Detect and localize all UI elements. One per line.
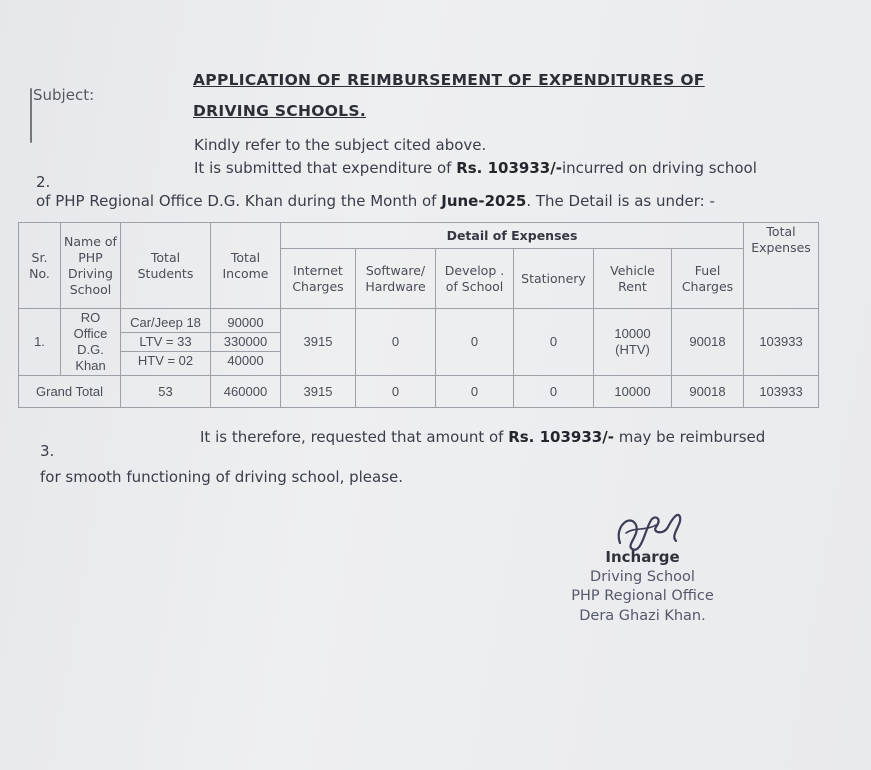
grand-total-income: 460000 [211, 376, 281, 408]
para3-text-b: may be reimbursed [613, 428, 766, 446]
signatory-line-3: Dera Ghazi Khan. [579, 607, 706, 624]
students-car-jeep: Car/Jeep 18 [121, 314, 210, 333]
income-car-jeep: 90000 [211, 314, 280, 333]
row-fuel: 90018 [672, 309, 744, 376]
subject-label: Subject: [33, 86, 95, 104]
grand-total-vehicle-rent: 10000 [594, 376, 672, 408]
header-total-income: Total Income [211, 223, 281, 309]
para2-amount: Rs. 103933/- [456, 159, 562, 177]
intro-text: Kindly refer to the subject cited above. [194, 136, 487, 154]
expenses-table [18, 222, 819, 408]
header-stationery: Stationery [514, 249, 594, 309]
para2-line2-b: . The Detail is as under: - [526, 192, 715, 210]
table-row [19, 309, 819, 376]
grand-total-label: Grand Total [19, 376, 121, 408]
row-internet: 3915 [281, 309, 356, 376]
grand-total-internet: 3915 [281, 376, 356, 408]
signatory-line-2: PHP Regional Office [571, 588, 714, 604]
para3-amount: Rs. 103933/- [508, 428, 614, 446]
income-ltv: 330000 [211, 333, 280, 352]
subject-line-2: DRIVING SCHOOLS. [193, 102, 367, 120]
para2-month: June-2025 [441, 192, 527, 210]
header-total-students: Total Students [121, 223, 211, 309]
header-fuel: Fuel Charges [672, 249, 744, 309]
row-sr: 1. [19, 309, 61, 376]
grand-total-develop: 0 [436, 376, 514, 408]
signatory-line-1: Driving School [590, 568, 695, 585]
subject-line-1: APPLICATION OF REIMBURSEMENT OF EXPENDITURES OF [193, 71, 705, 89]
para2-text-a: It is submitted that expenditure of [194, 159, 457, 177]
row-name: RO Office D.G. Khan [61, 309, 121, 376]
para2-line1 [194, 159, 757, 177]
header-detail-of-expenses: Detail of Expenses [281, 223, 744, 249]
para2-line2-a: of PHP Regional Office D.G. Khan during the Month of [36, 192, 442, 210]
header-software: Software/ Hardware [356, 249, 436, 309]
row-vehicle-rent: 10000 (HTV) [594, 309, 672, 376]
students-htv: HTV = 02 [137, 353, 194, 368]
income-htv: 40000 [227, 353, 264, 368]
grand-total-software: 0 [356, 376, 436, 408]
para3-text-a: It is therefore, requested that amount of [200, 428, 509, 446]
grand-total-fuel: 90018 [672, 376, 744, 408]
para2-line2 [36, 192, 715, 210]
row-income [211, 309, 281, 376]
header-develop: Develop . of School [436, 249, 514, 309]
header-total-expenses: Total Expenses [744, 223, 819, 309]
header-sr-no: Sr. No. [19, 223, 61, 309]
para3-line1 [200, 428, 765, 446]
header-vehicle-rent: Vehicle Rent [594, 249, 672, 309]
header-name: Name of PHP Driving School [61, 223, 121, 309]
grand-total-row [19, 376, 819, 408]
para3-number: 3. [40, 442, 55, 460]
students-ltv: LTV = 33 [121, 333, 210, 352]
row-software: 0 [356, 309, 436, 376]
paper-fold-mark [30, 88, 32, 143]
grand-total-stationery: 0 [514, 376, 594, 408]
para2-text-b: incurred on driving school [561, 159, 757, 177]
grand-total-total: 103933 [744, 376, 819, 408]
row-stationery: 0 [514, 309, 594, 376]
row-students [121, 309, 211, 376]
grand-total-students: 53 [121, 376, 211, 408]
para3-line2: for smooth functioning of driving school, please. [40, 468, 404, 486]
para2-number: 2. [36, 173, 51, 191]
row-total: 103933 [744, 309, 819, 376]
header-internet: Internet Charges [281, 249, 356, 309]
signatory-title: Incharge [605, 548, 680, 566]
row-develop: 0 [436, 309, 514, 376]
signature-block [555, 548, 730, 626]
